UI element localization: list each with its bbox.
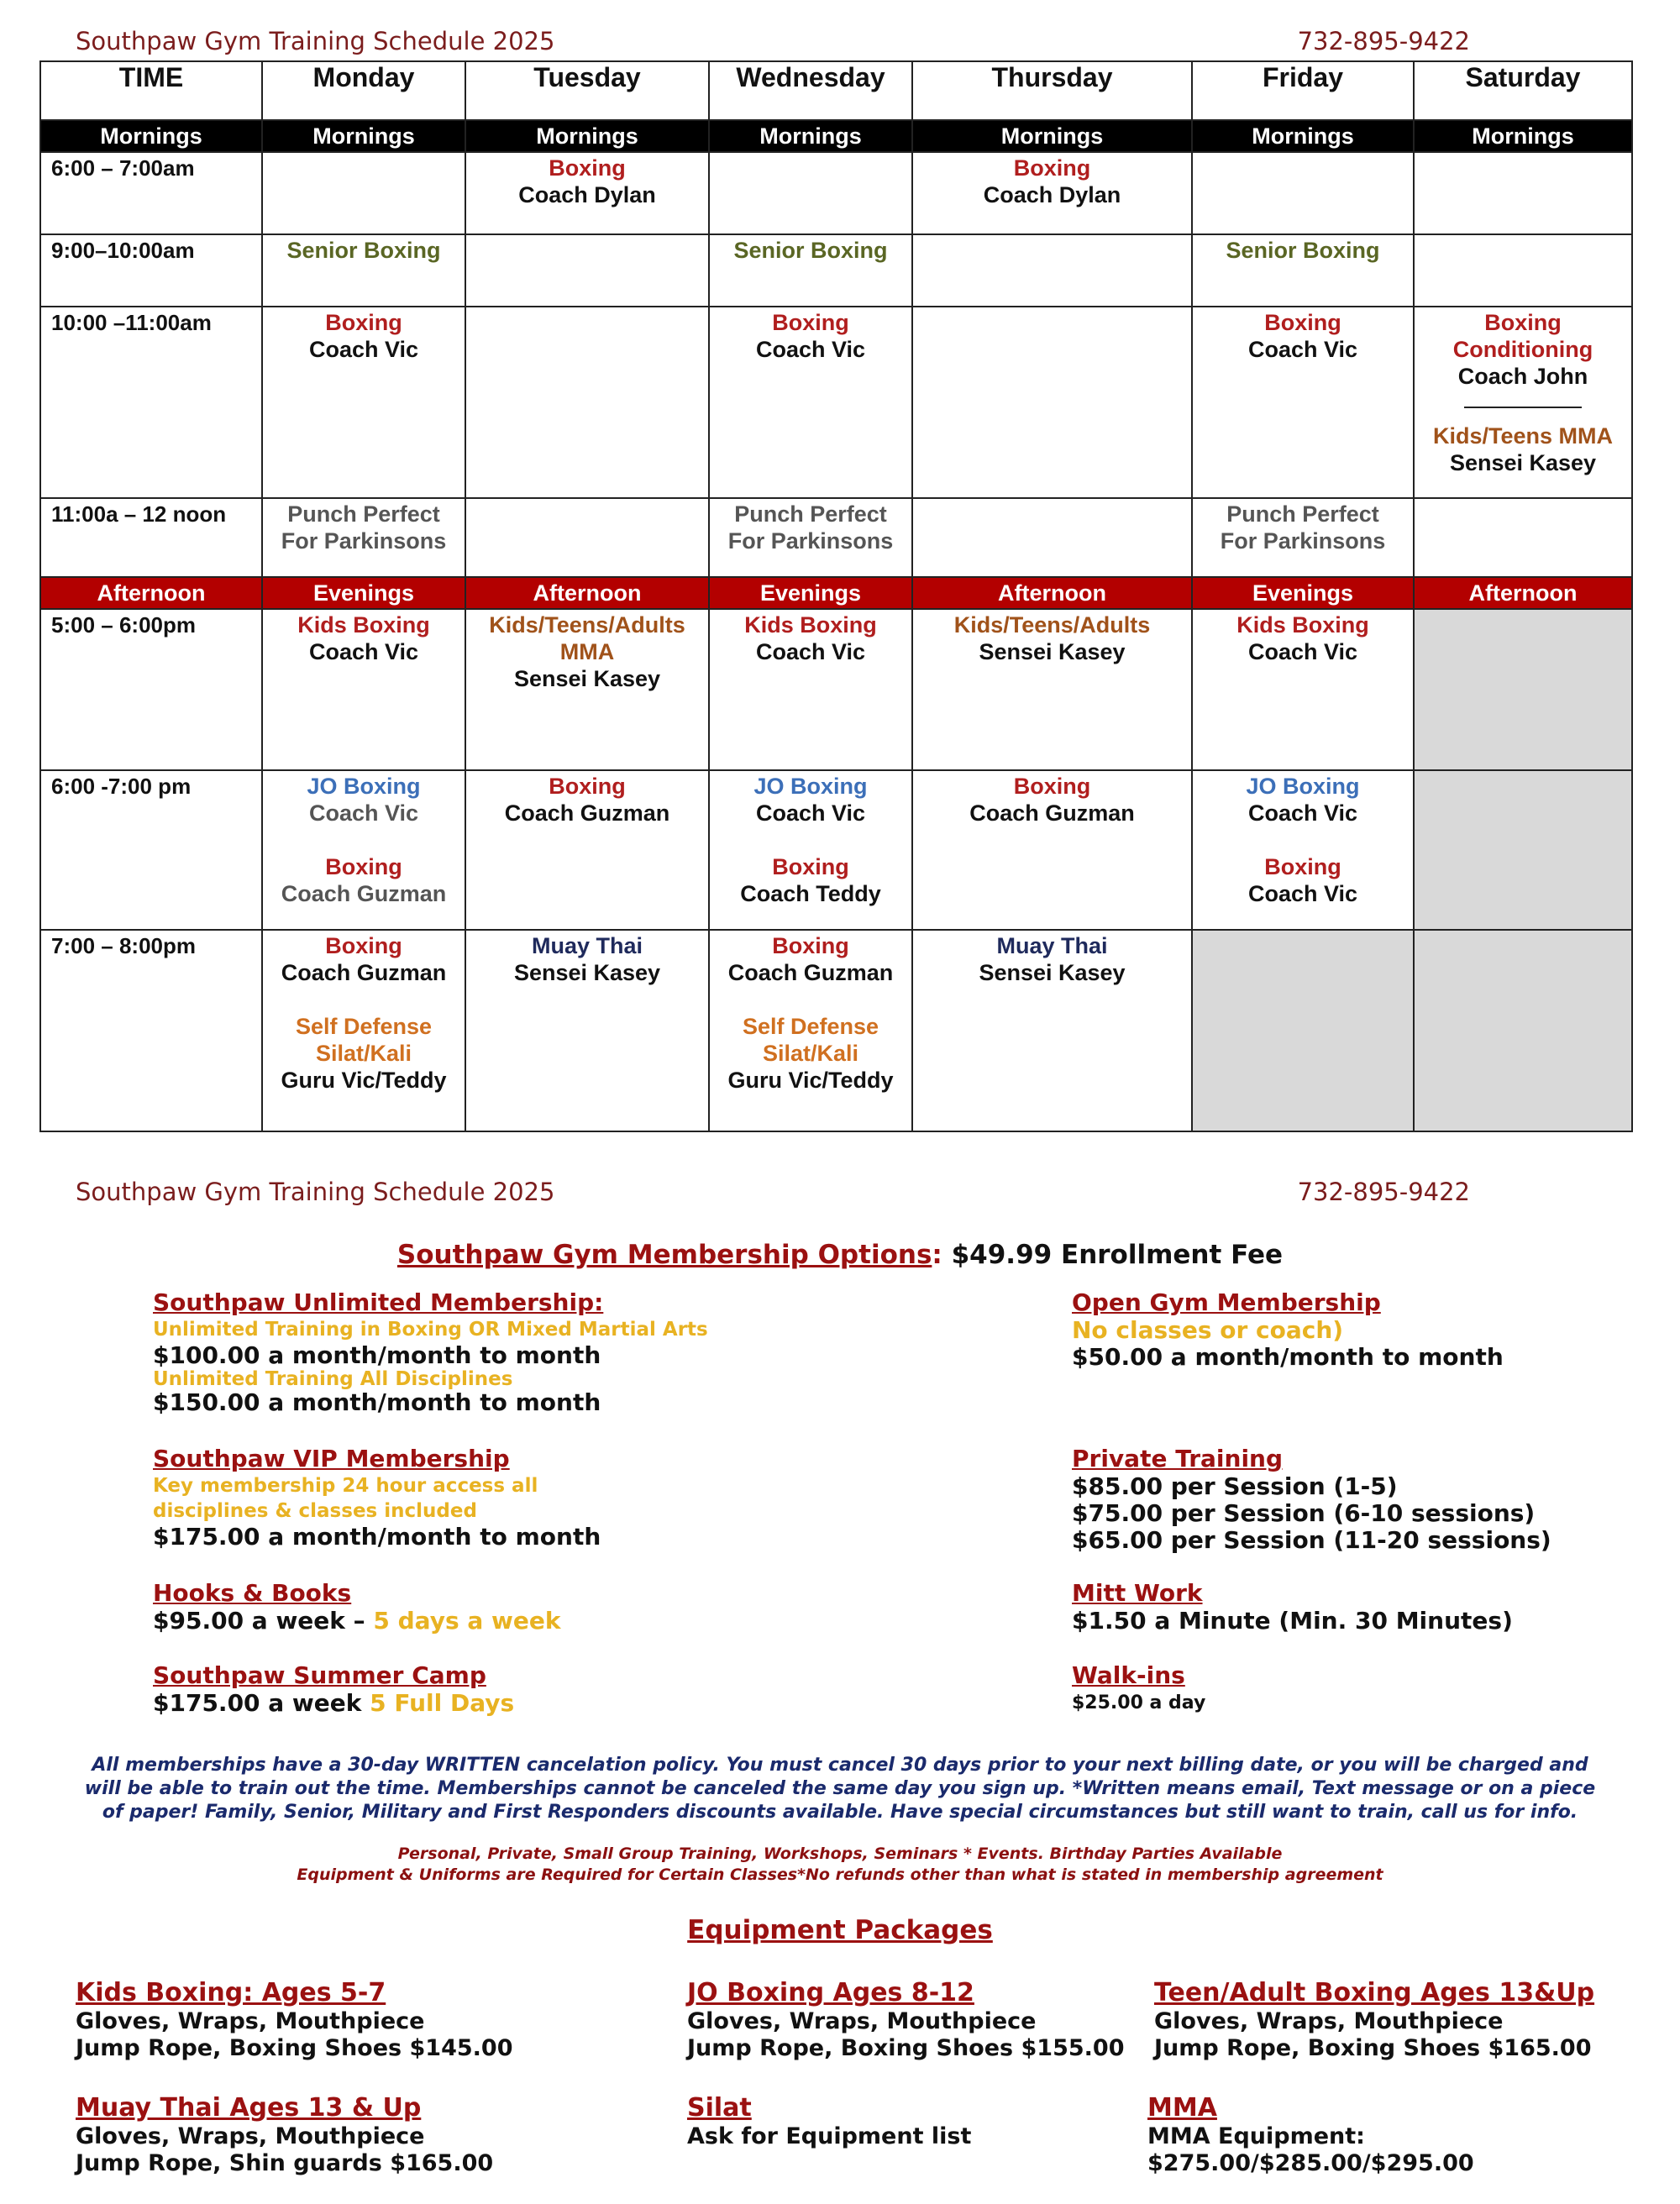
private-price2: $75.00 per Session (6-10 sessions) — [1072, 1499, 1536, 1527]
private-training — [1072, 1445, 1551, 1554]
coach-name: Coach Guzman — [504, 800, 670, 826]
vip-line1: Key membership 24 hour access all — [153, 1475, 538, 1497]
class-name: Boxing — [325, 310, 402, 335]
class-cell — [1414, 234, 1632, 307]
unlimited-price2: $150.00 a month/month to month — [153, 1388, 601, 1416]
class-cell — [1414, 152, 1632, 234]
class-cell — [709, 234, 912, 307]
class-cell — [465, 498, 709, 577]
page-title: Southpaw Gym Training Schedule 2025 — [76, 27, 555, 55]
class-name: For Parkinsons — [1220, 528, 1386, 554]
class-cell — [465, 234, 709, 307]
time-cell: 9:00–10:00am — [40, 234, 262, 307]
private-price1: $85.00 per Session (1-5) — [1072, 1472, 1398, 1500]
membership-title: Southpaw Gym Membership Options: $49.99 Enrollment Fee — [396, 1240, 1284, 1270]
col-header-wednesday: Wednesday — [709, 61, 912, 120]
phone-number: 732-895-9422 — [1297, 1178, 1470, 1206]
unlimited-line1: Unlimited Training in Boxing OR Mixed Martial Arts — [153, 1319, 708, 1341]
equip-title: Muay Thai Ages 13 & Up — [76, 2093, 422, 2123]
equip-line: Gloves, Wraps, Mouthpiece — [76, 2123, 425, 2149]
class-cell — [262, 152, 465, 234]
hooks-price: $95.00 a week – — [153, 1607, 365, 1635]
class-cell — [465, 152, 709, 234]
open-gym-note: No classes or coach) — [1072, 1316, 1344, 1344]
class-name: Muay Thai — [996, 933, 1108, 958]
coach-name: Coach Teddy — [740, 881, 881, 906]
time-cell: 6:00 – 7:00am — [40, 152, 262, 234]
coach-name: Coach Vic — [308, 800, 419, 826]
coach-name: Coach Guzman — [969, 800, 1135, 826]
class-name: Silat/Kali — [762, 1041, 859, 1066]
class-name: Kids Boxing — [744, 612, 877, 638]
phone-number: 732-895-9422 — [1297, 27, 1470, 55]
class-name: Boxing — [772, 854, 849, 879]
band-cell: Afternoon — [1414, 577, 1632, 609]
mitt-title: Mitt Work — [1072, 1579, 1203, 1607]
class-name: Boxing — [325, 854, 402, 879]
class-name: Boxing — [549, 155, 626, 181]
class-name: For Parkinsons — [727, 528, 894, 554]
schedule-row — [40, 930, 1632, 1131]
schedule-row — [40, 498, 1632, 577]
coach-name: Coach Guzman — [281, 881, 447, 906]
class-name: For Parkinsons — [281, 528, 447, 554]
equip-teen-adult-boxing — [1154, 1978, 1594, 2062]
summer-camp — [153, 1661, 514, 1717]
equip-title: Teen/Adult Boxing Ages 13&Up — [1154, 1978, 1595, 2007]
vip-title: Southpaw VIP Membership — [153, 1445, 510, 1472]
schedule-row — [40, 770, 1632, 930]
equip-line: Ask for Equipment list — [687, 2123, 972, 2149]
class-cell — [1192, 770, 1414, 930]
col-header-thursday: Thursday — [912, 61, 1192, 120]
coach-name: Coach Vic — [1247, 337, 1358, 362]
note-line: Equipment & Uniforms are Required for Certain Classes*No refunds other than what is stated in membership agreement — [297, 1866, 1383, 1884]
equip-mma — [1147, 2093, 1474, 2177]
vip-line2: disciplines & classes included — [153, 1500, 477, 1522]
class-cell — [709, 609, 912, 770]
coach-name: Coach Dylan — [983, 182, 1121, 207]
equip-line: Gloves, Wraps, Mouthpiece — [76, 2008, 425, 2034]
equip-line: Gloves, Wraps, Mouthpiece — [1154, 2008, 1504, 2034]
coach-name: Coach Guzman — [281, 960, 447, 985]
class-name: JO Boxing — [753, 774, 868, 799]
schedule-row — [40, 234, 1632, 307]
hooks-books — [153, 1579, 561, 1635]
band-cell: Mornings — [40, 120, 262, 152]
class-name: Boxing — [1013, 774, 1091, 799]
additional-notes — [67, 1844, 1613, 1886]
coach-name: Coach Vic — [755, 337, 866, 362]
time-cell: 6:00 -7:00 pm — [40, 770, 262, 930]
unlimited-title: Southpaw Unlimited Membership: — [153, 1288, 604, 1316]
equip-jo-boxing — [687, 1978, 1125, 2062]
membership-header — [76, 1178, 1470, 1211]
class-name: Senior Boxing — [733, 238, 888, 263]
time-cell: 5:00 – 6:00pm — [40, 609, 262, 770]
band-cell: Evenings — [262, 577, 465, 609]
afternoon-band — [40, 577, 1632, 609]
class-name: Boxing — [772, 310, 849, 335]
class-name: Kids/Teens/Adults — [489, 612, 685, 638]
class-name: Silat/Kali — [315, 1041, 412, 1066]
band-cell: Mornings — [465, 120, 709, 152]
policy-line: of paper! Family, Senior, Military and First Responders discounts available. Have special circumstances but still want to train, call us for info. — [102, 1802, 1578, 1823]
equip-line: Jump Rope, Boxing Shoes $165.00 — [1154, 2035, 1592, 2061]
coach-name: Guru Vic/Teddy — [727, 1068, 894, 1093]
note-line: Personal, Private, Small Group Training, Workshops, Seminars * Events. Birthday Parties Available — [397, 1845, 1283, 1863]
open-gym-price: $50.00 a month/month to month — [1072, 1343, 1504, 1371]
time-cell: 7:00 – 8:00pm — [40, 930, 262, 1131]
schedule-row — [40, 152, 1632, 234]
class-name: Boxing — [1264, 310, 1341, 335]
class-name: Kids/Teens MMA — [1432, 423, 1614, 449]
class-cell — [1414, 307, 1632, 498]
class-cell — [1192, 152, 1414, 234]
equip-line: Jump Rope, Shin guards $165.00 — [76, 2150, 494, 2176]
time-cell: 11:00a – 12 noon — [40, 498, 262, 577]
empty-cell — [1414, 609, 1632, 770]
vip-membership — [153, 1445, 601, 1551]
coach-name: Guru Vic/Teddy — [281, 1068, 447, 1093]
equip-title: Kids Boxing: Ages 5-7 — [76, 1978, 386, 2007]
unlimited-membership — [153, 1288, 708, 1416]
class-name: Senior Boxing — [1226, 238, 1380, 263]
class-name: Boxing — [325, 933, 402, 958]
class-name: MMA — [559, 639, 615, 664]
class-name: Kids/Teens/Adults — [953, 612, 1151, 638]
class-cell — [912, 770, 1192, 930]
band-cell: Evenings — [709, 577, 912, 609]
walk-ins — [1072, 1661, 1205, 1717]
band-cell: Afternoon — [912, 577, 1192, 609]
class-name: Boxing — [1484, 310, 1562, 335]
class-cell — [1192, 609, 1414, 770]
class-cell — [1192, 307, 1414, 498]
private-price3: $65.00 per Session (11-20 sessions) — [1072, 1526, 1551, 1554]
enrollment-fee: $49.99 Enrollment Fee — [951, 1240, 1284, 1270]
band-cell: Evenings — [1192, 577, 1414, 609]
coach-name: Coach Vic — [308, 639, 419, 664]
class-cell — [1414, 498, 1632, 577]
schedule-table — [39, 60, 1633, 1132]
coach-name: Coach Guzman — [727, 960, 894, 985]
mornings-band — [40, 120, 1632, 152]
class-name: Senior Boxing — [286, 238, 441, 263]
divider — [1418, 390, 1628, 422]
schedule-row — [40, 609, 1632, 770]
class-name: Boxing — [772, 933, 849, 958]
coach-name: Coach Dylan — [518, 182, 656, 207]
open-gym-title: Open Gym Membership — [1072, 1288, 1381, 1316]
band-cell: Mornings — [709, 120, 912, 152]
camp-price: $175.00 a week — [153, 1689, 362, 1717]
schedule-row — [40, 307, 1632, 498]
coach-name: Sensei Kasey — [979, 639, 1126, 664]
walkins-title: Walk-ins — [1072, 1661, 1185, 1689]
coach-name: Coach Vic — [755, 639, 866, 664]
class-name: Punch Perfect — [1226, 501, 1379, 527]
empty-cell — [1414, 770, 1632, 930]
private-title: Private Training — [1072, 1445, 1284, 1472]
class-cell — [912, 498, 1192, 577]
class-cell — [465, 930, 709, 1131]
coach-name: Coach Vic — [1247, 800, 1358, 826]
band-cell: Afternoon — [465, 577, 709, 609]
coach-name: Coach Vic — [1247, 639, 1358, 664]
class-cell — [465, 307, 709, 498]
walkins-price: $25.00 a day — [1072, 1692, 1206, 1713]
class-cell — [709, 498, 912, 577]
class-cell — [912, 152, 1192, 234]
class-cell — [912, 930, 1192, 1131]
unlimited-price1: $100.00 a month/month to month — [153, 1341, 601, 1369]
col-header-monday: Monday — [262, 61, 465, 120]
camp-note: 5 Full Days — [370, 1689, 515, 1717]
class-cell — [912, 609, 1192, 770]
band-cell: Mornings — [1414, 120, 1632, 152]
col-header-tuesday: Tuesday — [465, 61, 709, 120]
vip-price: $175.00 a month/month to month — [153, 1523, 601, 1551]
equip-line: Jump Rope, Boxing Shoes $155.00 — [687, 2035, 1125, 2061]
class-name: Muay Thai — [531, 933, 643, 958]
class-name: JO Boxing — [307, 774, 421, 799]
col-header-saturday: Saturday — [1414, 61, 1632, 120]
class-cell — [262, 234, 465, 307]
policy-line: All memberships have a 30-day WRITTEN cancelation policy. You must cancel 30 days prior to your next billing date, or you will be charged and — [92, 1755, 1588, 1776]
membership-options-heading: Southpaw Gym Membership Options — [396, 1240, 932, 1270]
open-gym-membership — [1072, 1288, 1504, 1371]
hooks-title: Hooks & Books — [153, 1579, 352, 1607]
band-cell: Mornings — [912, 120, 1192, 152]
hooks-note: 5 days a week — [373, 1607, 561, 1635]
day-header-row — [40, 61, 1632, 120]
equipment-title: Equipment Packages — [687, 1915, 993, 1945]
empty-cell — [1192, 930, 1414, 1131]
class-name: Boxing — [1013, 155, 1091, 181]
class-cell — [465, 770, 709, 930]
equip-kids-boxing — [76, 1978, 513, 2062]
page-title: Southpaw Gym Training Schedule 2025 — [76, 1178, 555, 1206]
coach-name: Sensei Kasey — [1449, 450, 1597, 475]
equip-line: Gloves, Wraps, Mouthpiece — [687, 2008, 1037, 2034]
coach-name: Sensei Kasey — [979, 960, 1126, 985]
class-cell — [262, 498, 465, 577]
mitt-price: $1.50 a Minute (Min. 30 Minutes) — [1072, 1607, 1513, 1635]
class-name: Conditioning — [1452, 337, 1593, 362]
time-cell: 10:00 –11:00am — [40, 307, 262, 498]
class-cell — [1192, 234, 1414, 307]
class-name: Boxing — [549, 774, 626, 799]
band-cell: Mornings — [262, 120, 465, 152]
coach-name: Coach Vic — [1247, 881, 1358, 906]
equip-line: Jump Rope, Boxing Shoes $145.00 — [76, 2035, 513, 2061]
class-cell — [262, 930, 465, 1131]
class-cell — [709, 307, 912, 498]
equip-silat — [687, 2093, 971, 2150]
coach-name: Coach Vic — [308, 337, 419, 362]
equip-title: Silat — [687, 2093, 752, 2123]
class-cell — [262, 609, 465, 770]
class-cell — [1192, 498, 1414, 577]
schedule-header — [76, 27, 1470, 60]
unlimited-line2: Unlimited Training All Disciplines — [153, 1368, 513, 1390]
band-cell: Afternoon — [40, 577, 262, 609]
policy-line: will be able to train out the time. Memberships cannot be canceled the same day you sign up. *Written means email, Text message or on a piece — [84, 1778, 1596, 1799]
class-cell — [709, 152, 912, 234]
equip-title: JO Boxing Ages 8-12 — [687, 1978, 974, 2007]
class-cell — [709, 930, 912, 1131]
coach-name: Sensei Kasey — [513, 666, 661, 691]
class-name: Self Defense — [742, 1014, 879, 1039]
equip-line: MMA Equipment: — [1147, 2123, 1365, 2149]
col-header-friday: Friday — [1192, 61, 1414, 120]
equip-line: $275.00/$285.00/$295.00 — [1147, 2150, 1474, 2176]
class-name: Punch Perfect — [734, 501, 887, 527]
coach-name: Sensei Kasey — [513, 960, 661, 985]
equip-title: MMA — [1147, 2093, 1217, 2123]
class-name: Kids Boxing — [297, 612, 430, 638]
class-cell — [912, 307, 1192, 498]
class-name: Kids Boxing — [1236, 612, 1369, 638]
class-name: Punch Perfect — [287, 501, 440, 527]
mitt-work — [1072, 1579, 1513, 1635]
empty-cell — [1414, 930, 1632, 1131]
class-name: Boxing — [1264, 854, 1341, 879]
class-cell — [912, 234, 1192, 307]
band-cell: Mornings — [1192, 120, 1414, 152]
coach-name: Coach Vic — [755, 800, 866, 826]
col-header-time: TIME — [40, 61, 262, 120]
class-name: JO Boxing — [1246, 774, 1360, 799]
class-cell — [465, 609, 709, 770]
equip-muay-thai — [76, 2093, 493, 2177]
cancellation-policy — [67, 1754, 1613, 1824]
class-cell — [262, 770, 465, 930]
class-cell — [709, 770, 912, 930]
class-cell — [262, 307, 465, 498]
coach-name: Coach John — [1457, 364, 1588, 389]
class-name: Self Defense — [295, 1014, 433, 1039]
camp-title: Southpaw Summer Camp — [153, 1661, 486, 1689]
